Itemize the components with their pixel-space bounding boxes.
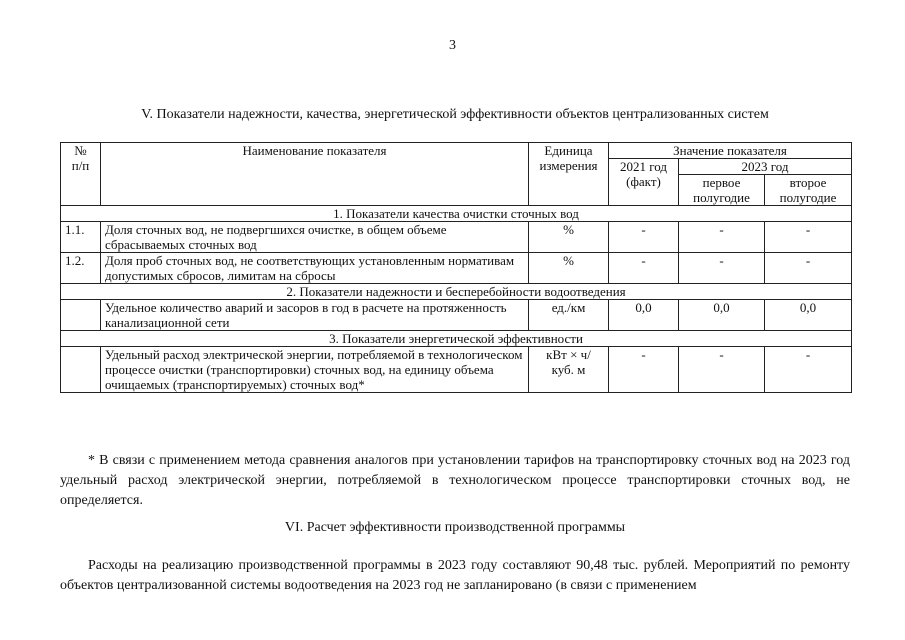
row-unit-line2: куб. м [551, 362, 586, 377]
header-2023: 2023 год [679, 159, 852, 175]
row-value-2021: - [609, 222, 679, 253]
row-unit: % [529, 253, 609, 284]
row-value-first-half: 0,0 [679, 300, 765, 331]
page-number: 3 [449, 38, 456, 53]
row-value-second-half: 0,0 [765, 300, 852, 331]
row-value-first-half: - [679, 253, 765, 284]
group-row [61, 284, 852, 300]
header-num [61, 143, 101, 206]
row-name: Доля проб сточных вод, не соответствующих установленным нормативам допустимых сбросов, лимитам на сбросы [101, 253, 529, 284]
header-second-half-line1: второе [789, 175, 827, 190]
table-row [61, 347, 852, 393]
row-name: Доля сточных вод, не подвергшихся очистке, в общем объеме сбрасываемых сточных вод [101, 222, 529, 253]
row-unit: % [529, 222, 609, 253]
table-row [61, 253, 852, 284]
row-name: Удельный расход электрической энергии, потребляемой в технологическом процессе очистки (транспортировки) сточных вод, на единицу объема очищаемых (транспортируемых) сточных вод* [101, 347, 529, 393]
section-6-title: VI. Расчет эффективности производственной программы [284, 520, 626, 535]
header-unit [529, 143, 609, 206]
row-value-first-half: - [679, 347, 765, 393]
row-num: 1.2. [61, 253, 101, 284]
header-2021 [609, 159, 679, 206]
row-value-2021: 0,0 [609, 300, 679, 331]
header-num-line1: № [74, 143, 87, 158]
section-6-paragraph [60, 556, 850, 596]
header-first-half-line1: первое [702, 175, 741, 190]
group-title: 2. Показатели надежности и бесперебойности водоотведения [61, 284, 852, 300]
section-6-paragraph-text: Расходы на реализацию производственной программы в 2023 году составляют 90,48 тыс. рублей. Мероприятий по ремонту объектов централизованной системы водоотведения на 2023 год не запланировано (в связи с применением [60, 558, 850, 593]
table-row [61, 222, 852, 253]
row-num [61, 300, 101, 331]
header-unit-line1: Единица [544, 143, 593, 158]
header-num-line2: п/п [71, 158, 90, 173]
row-unit: ед./км [529, 300, 609, 331]
indicators-table [60, 142, 852, 393]
table-row [61, 300, 852, 331]
header-value: Значение показателя [609, 143, 852, 159]
header-unit-line2: измерения [539, 158, 598, 173]
header-2021-line1: 2021 год [620, 159, 667, 174]
row-unit [529, 347, 609, 393]
header-second-half-line2: полугодие [779, 190, 837, 205]
row-value-2021: - [609, 347, 679, 393]
header-2021-line2: (факт) [626, 174, 661, 189]
row-unit-line1: кВт × ч/ [546, 347, 591, 362]
header-first-half [679, 175, 765, 206]
table-header-row [61, 143, 852, 159]
row-num: 1.1. [61, 222, 101, 253]
row-value-first-half: - [679, 222, 765, 253]
group-row [61, 206, 852, 222]
section-5-title: V. Показатели надежности, качества, энергетической эффективности объектов централизованных систем [141, 107, 769, 122]
row-value-second-half: - [765, 222, 852, 253]
group-title: 3. Показатели энергетической эффективности [61, 331, 852, 347]
header-first-half-line2: полугодие [693, 190, 750, 205]
group-row [61, 331, 852, 347]
header-second-half [765, 175, 852, 206]
header-name: Наименование показателя [101, 143, 529, 206]
row-num [61, 347, 101, 393]
row-name: Удельное количество аварий и засоров в год в расчете на протяженность канализационной сети [101, 300, 529, 331]
row-value-second-half: - [765, 253, 852, 284]
footnote-text: * В связи с применением метода сравнения аналогов при установлении тарифов на транспортировку сточных вод на 2023 год удельный расход электрической энергии, потребляемой в технологическом процессе транспортировки сточных вод, не определяется. [60, 453, 850, 508]
footnote [60, 451, 850, 511]
row-value-second-half: - [765, 347, 852, 393]
row-value-2021: - [609, 253, 679, 284]
group-title: 1. Показатели качества очистки сточных вод [61, 206, 852, 222]
